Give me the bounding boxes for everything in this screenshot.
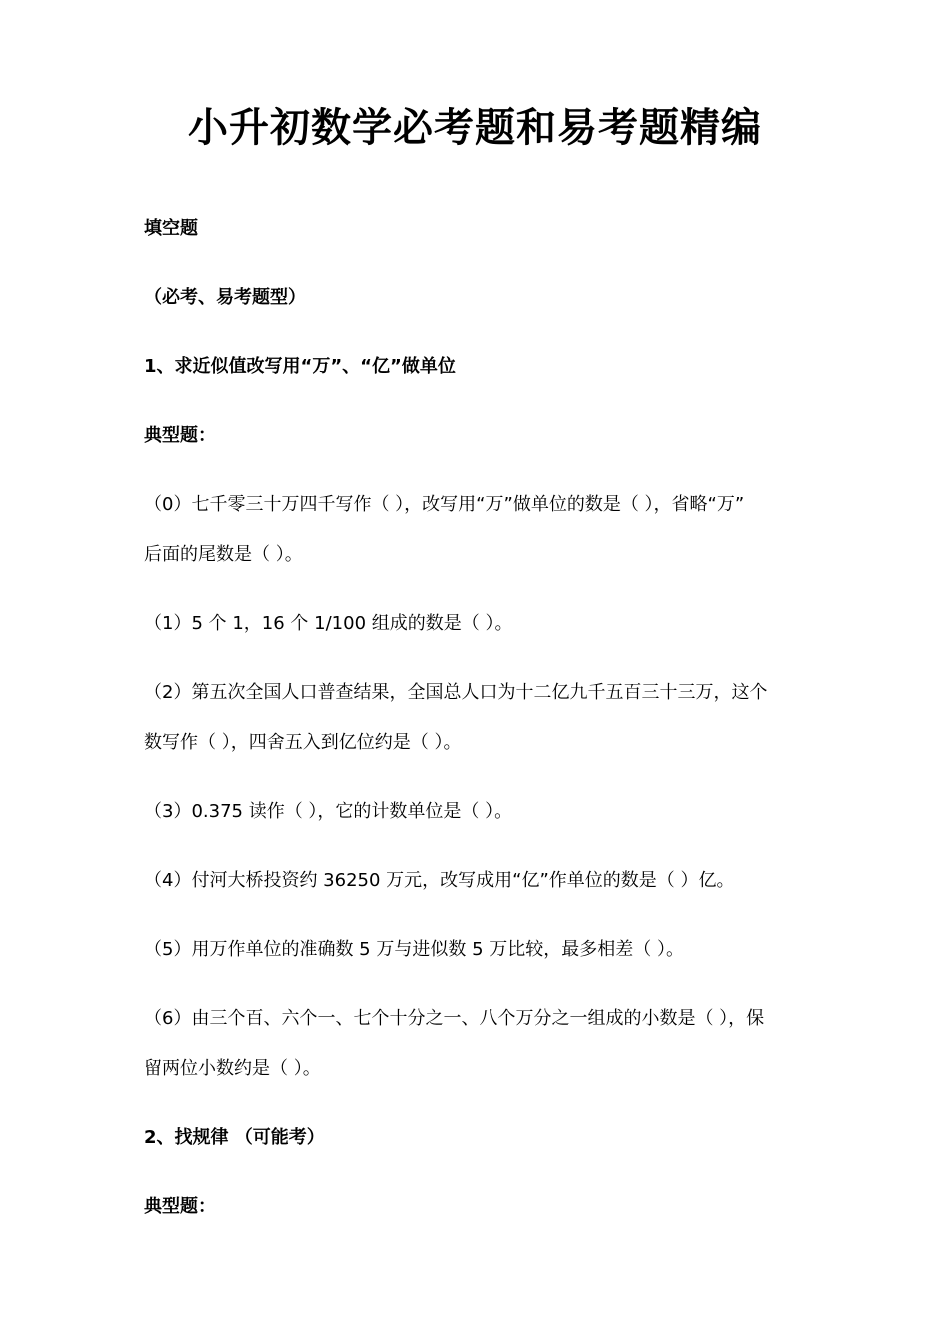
section-label: 填空题 <box>144 218 198 239</box>
question-2-line-2: 数写作（ ），四舍五入到亿位约是（ ）。 <box>144 732 462 753</box>
question-5: （5）用万作单位的准确数 5 万与进似数 5 万比较，最多相差（ ）。 <box>144 939 684 960</box>
question-6-line-2: 留两位小数约是（ ）。 <box>144 1058 321 1079</box>
question-4: （4）付河大桥投资约 36250 万元，改写成用“亿”作单位的数是（ ）亿。 <box>144 870 735 891</box>
document-title: 小升初数学必考题和易考题精编 <box>188 105 762 151</box>
question-0-line-1: （0）七千零三十万四千写作（ ），改写用“万”做单位的数是（ ），省略“万” <box>144 494 745 515</box>
topic2-heading: 2、找规律 （可能考） <box>144 1127 325 1148</box>
topic2-example-label: 典型题： <box>144 1196 216 1217</box>
section-note: （必考、易考题型） <box>144 287 306 308</box>
question-6-line-1: （6）由三个百、六个一、七个十分之一、八个万分之一组成的小数是（ ），保 <box>144 1008 765 1029</box>
question-0-line-2: 后面的尾数是（ ）。 <box>144 544 303 565</box>
question-2-line-1: （2）第五次全国人口普查结果，全国总人口为十二亿九千五百三十三万，这个 <box>144 682 768 703</box>
topic1-example-label: 典型题： <box>144 425 216 446</box>
topic1-heading: 1、求近似值改写用“万”、“亿”做单位 <box>144 356 456 377</box>
question-1: （1）5 个 1，16 个 1/100 组成的数是（ ）。 <box>144 613 513 634</box>
question-3: （3）0.375 读作（ ），它的计数单位是（ ）。 <box>144 801 513 822</box>
